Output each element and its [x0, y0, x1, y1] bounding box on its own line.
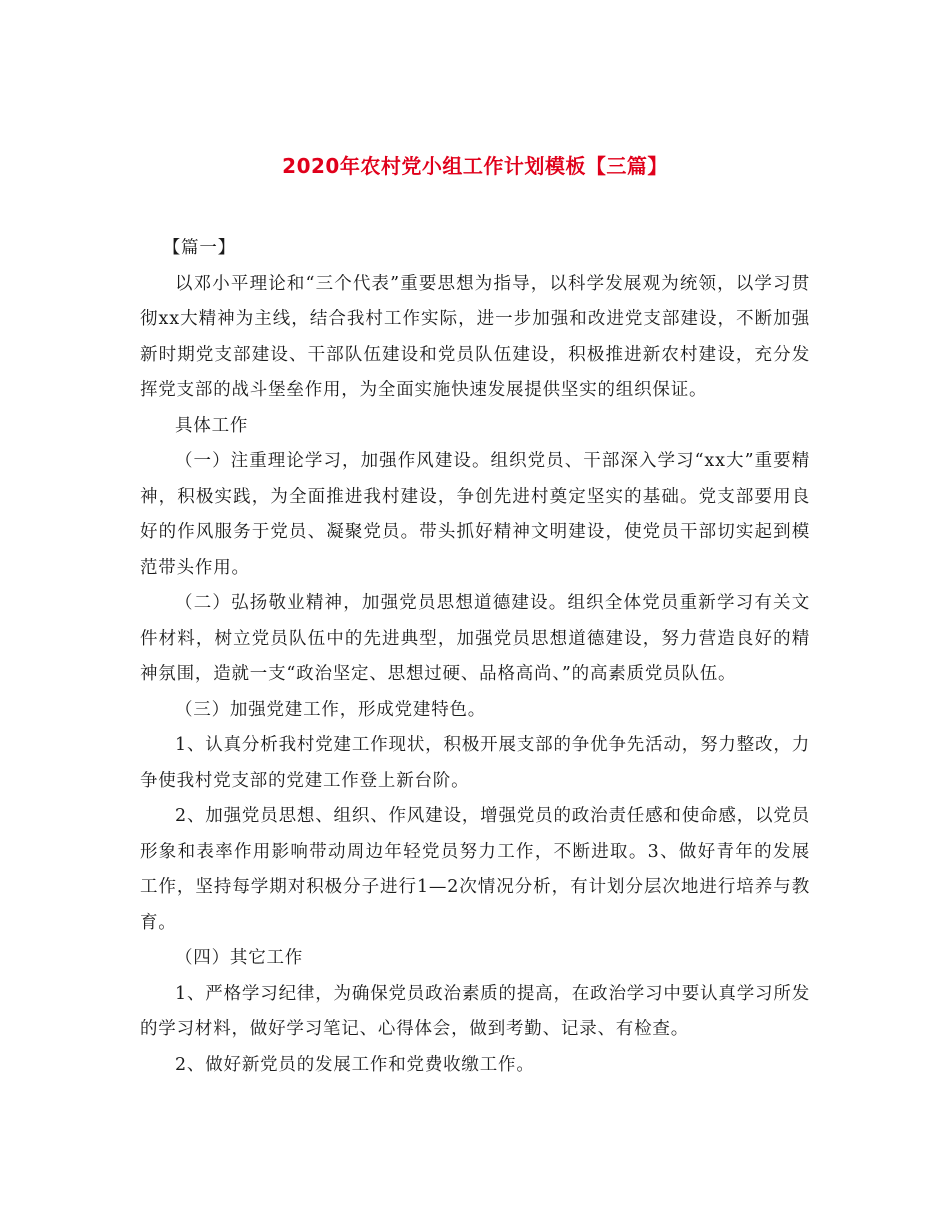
- paragraph-intro: 以邓小平理论和“三个代表”重要思想为指导，以科学发展观为统领，以学习贯彻xx大精神为主线，结合我村工作实际，进一步加强和改进党支部建设，不断加强新时期党支部建设、干部队伍建设和党员队伍建设，积极推进新农村建设，充分发挥党支部的战斗堡垒作用，为全面实施快速发展提供坚实的组织保证。: [140, 273, 810, 400]
- section-heading: 【篇一】: [162, 238, 236, 258]
- paragraph-item-1: （一）注重理论学习，加强作风建设。组织党员、干部深入学习“xx大”重要精神，积极实践，为全面推进我村建设，争创先进村奠定坚实的基础。党支部要用良好的作风服务于党员、凝聚党员。带头抓好精神文明建设，使党员干部切实起到模范带头作用。: [140, 451, 810, 578]
- paragraph-item-4-2: 2、做好新党员的发展工作和党费收缴工作。: [175, 1054, 535, 1075]
- paragraph-item-3-heading: （三）加强党建工作，形成党建特色。: [175, 699, 487, 720]
- paragraph-specific-work: 具体工作: [175, 415, 249, 436]
- paragraph-item-4-1: 1、严格学习纪律，为确保党员政治素质的提高，在政治学习中要认真学习所发的学习材料，做好学习笔记、心得体会，做到考勤、记录、有检查。: [140, 983, 810, 1039]
- document-body: [140, 231, 810, 1083]
- paragraph-item-3-2: 2、加强党员思想、组织、作风建设，增强党员的政治责任感和使命感，以党员形象和表率作用影响带动周边年轻党员努力工作，不断进取。3、做好青年的发展工作，坚持每学期对积极分子进行1—2次情况分析，有计划分层次地进行培养与教育。: [140, 806, 810, 933]
- paragraph-item-3-1: 1、认真分析我村党建工作现状，积极开展支部的争优争先活动，努力整改，力争使我村党支部的党建工作登上新台阶。: [140, 735, 810, 791]
- paragraph-item-4-heading: （四）其它工作: [175, 948, 304, 968]
- paragraph-item-2: （二）弘扬敬业精神，加强党员思想道德建设。组织全体党员重新学习有关文件材料，树立党员队伍中的先进典型，加强党员思想道德建设，努力营造良好的精神氛围，造就一支“政治坚定、思想过硬、品格高尚、”的高素质党员队伍。: [140, 593, 810, 684]
- document-title: 2020年农村党小组工作计划模板【三篇】: [282, 154, 668, 178]
